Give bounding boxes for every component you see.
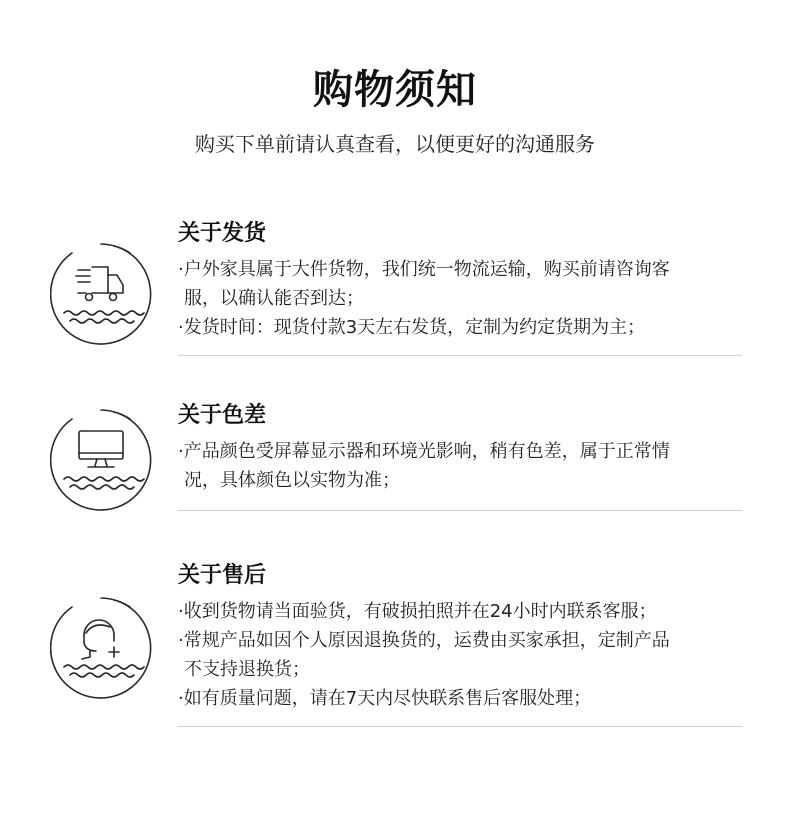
- shipping-line: 服，以确认能否到达；: [184, 288, 364, 309]
- page-subtitle: 购买下单前请认真查看，以便更好的沟通服务: [195, 132, 595, 156]
- after-sales-line: ·如有质量问题，请在7天内尽快联系售后客服处理；: [178, 688, 592, 709]
- customer-service-icon: [50, 597, 152, 699]
- color-difference-line: 况，具体颜色以实物为准；: [184, 470, 400, 491]
- shipping-line: ·户外家具属于大件货物，我们统一物流运输，购买前请咨询客: [178, 259, 670, 280]
- monitor-icon: [50, 409, 152, 511]
- after-sales-line: 不支持退换货；: [184, 659, 310, 680]
- color-difference-heading: 关于色差: [178, 403, 267, 428]
- page-title: 购物须知: [313, 67, 477, 113]
- section-divider: [178, 510, 742, 511]
- after-sales-line: ·收到货物请当面验货，有破损拍照并在24小时内联系客服；: [178, 601, 657, 622]
- after-sales-line: ·常规产品如因个人原因退换货的，运费由买家承担，定制产品: [178, 630, 670, 651]
- section-divider: [178, 355, 742, 356]
- delivery-truck-icon: [50, 243, 152, 345]
- section-divider: [178, 726, 742, 727]
- after-sales-heading: 关于售后: [178, 563, 267, 588]
- shipping-heading: 关于发货: [178, 221, 267, 246]
- color-difference-line: ·产品颜色受屏幕显示器和环境光影响，稍有色差，属于正常情: [178, 441, 670, 462]
- shipping-line: ·发货时间：现货付款3天左右发货，定制为约定货期为主；: [178, 317, 646, 338]
